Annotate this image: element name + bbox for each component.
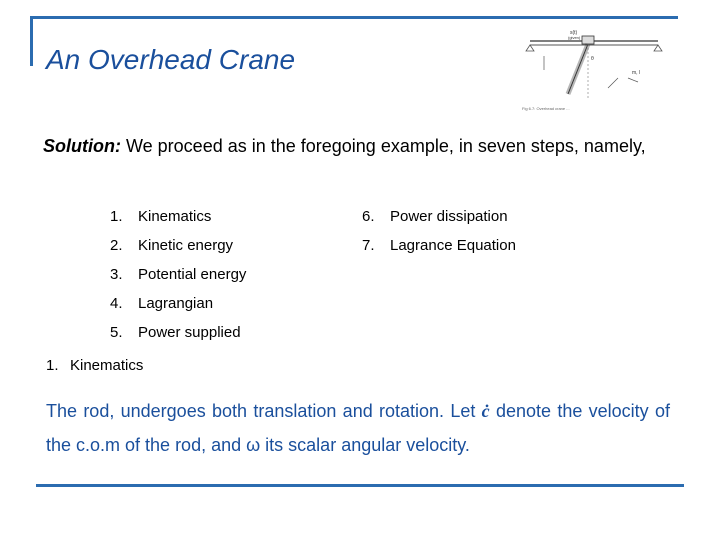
step-number: 2. <box>110 237 123 254</box>
step-label: Lagrance Equation <box>390 237 516 254</box>
step-item <box>110 318 246 347</box>
crane-diagram <box>508 26 668 112</box>
step-item <box>110 260 246 289</box>
step-label: Potential energy <box>138 266 247 283</box>
bottom-rule <box>36 484 684 487</box>
figure-label-angle: θ <box>591 56 594 62</box>
step-number: 7. <box>362 237 375 254</box>
velocity-symbol: ċ <box>481 401 490 421</box>
step-item <box>110 231 246 260</box>
steps-list-right <box>362 202 516 260</box>
step-number: 5. <box>110 324 123 341</box>
step-number: 1. <box>110 208 123 225</box>
step-label: Power supplied <box>138 324 241 341</box>
section-heading <box>46 357 143 374</box>
figure-label-top: s(t) <box>570 30 578 36</box>
slide-title: An Overhead Crane <box>46 44 296 75</box>
step-label: Power dissipation <box>390 208 508 225</box>
step-number: 3. <box>110 266 123 283</box>
solution-text <box>43 128 683 164</box>
solution-label: Solution: <box>43 136 121 156</box>
step-item <box>110 202 246 231</box>
step-label: Lagrangian <box>138 295 214 312</box>
section-label: Kinematics <box>70 357 144 374</box>
steps-list-left <box>110 202 246 347</box>
kinematics-paragraph <box>46 394 670 462</box>
section-number: 1. <box>46 357 59 374</box>
step-label: Kinetic energy <box>138 237 234 254</box>
step-item <box>362 202 516 231</box>
step-item <box>110 289 246 318</box>
figure-label-top-paren: (given) <box>568 35 581 40</box>
step-item <box>362 231 516 260</box>
step-number: 6. <box>362 208 375 225</box>
left-rule <box>30 16 33 66</box>
paragraph-part1: The rod, undergoes both translation and rotation. Let <box>46 401 482 421</box>
step-number: 4. <box>110 295 123 312</box>
solution-body: We proceed as in the foregoing example, in seven steps, namely, <box>120 136 646 156</box>
figure-caption: Fig 6.7: Overhead crane ... <box>522 106 570 111</box>
paragraph-part2: denote the velocity of the c.o.m of the rod, and ω its scalar angular velocity. <box>46 401 670 455</box>
top-rule <box>30 16 678 19</box>
figure-label-right: m, l <box>632 70 641 76</box>
step-label: Kinematics <box>138 208 212 225</box>
